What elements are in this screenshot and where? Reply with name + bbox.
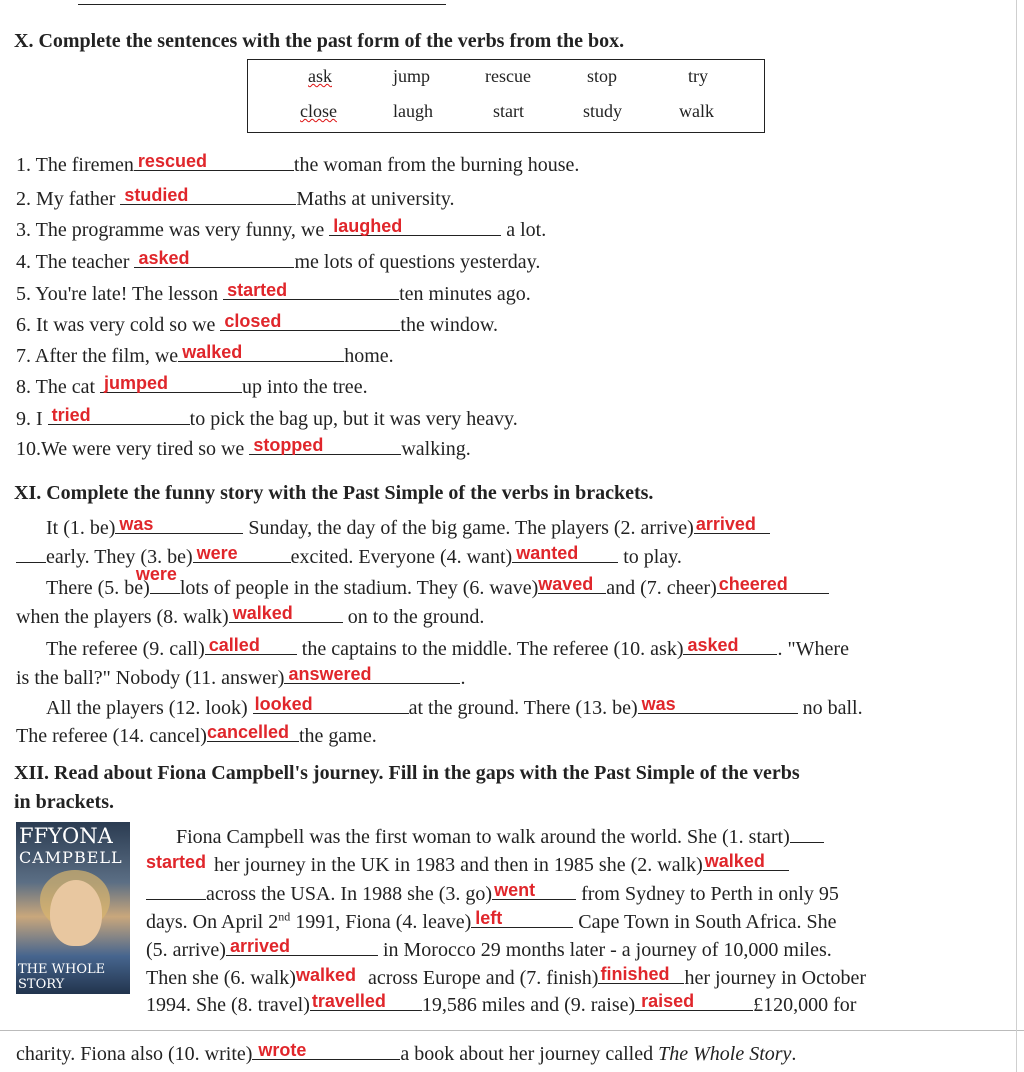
box-word: study	[583, 101, 623, 121]
answer-text: laughed	[333, 216, 403, 236]
exercise-item: 6. It was very cold so we closed the window.	[16, 311, 498, 336]
answer-text: jumped	[104, 373, 169, 393]
section-xii-title-cont: in brackets.	[14, 791, 114, 813]
answer-text: walked	[295, 965, 356, 985]
answer-text: called	[208, 635, 260, 655]
answer-text: started	[146, 852, 207, 872]
exercise-item: 4. The teacher asked me lots of questions yesterday.	[16, 248, 541, 273]
answer-text: walked	[182, 342, 243, 362]
answer-text: looked	[254, 694, 313, 714]
page-edge	[1016, 0, 1017, 1072]
answer-text: wanted	[516, 543, 579, 563]
book-cover-image	[16, 822, 130, 994]
story-line: There (5. be) were lots of people in the stadium. They (6. wave) waved and (7. cheer) cheered	[46, 573, 829, 600]
section-x-title: X. Complete the sentences with the past form of the verbs from the box.	[14, 30, 625, 52]
answer-text: started	[227, 280, 288, 300]
exercise-item: 9. I tried to pick the bag up, but it was very heavy.	[16, 405, 518, 430]
exercise-item: 8. The cat jumped up into the tree.	[16, 373, 368, 398]
box-word: start	[493, 101, 524, 121]
exercise-item: 7. After the film, we walked home.	[16, 342, 394, 367]
box-word: try	[688, 66, 708, 86]
answer-text: went	[494, 880, 536, 900]
section-xii-title: XII. Read about Fiona Campbell's journey. Fill in the gaps with the Past Simple of the verbs	[14, 762, 800, 784]
answer-text: cheered	[718, 574, 788, 594]
answer-text: stopped	[253, 435, 324, 455]
book-title: The Whole Story	[658, 1043, 792, 1065]
verb-box	[247, 59, 765, 133]
answer-text: asked	[138, 248, 190, 268]
exercise-item: 2. My father studied Maths at university.	[16, 185, 455, 210]
story-line: when the players (8. walk) walked on to the ground.	[16, 603, 485, 628]
answer-text: walked	[704, 851, 765, 871]
story-line: It (1. be) was Sunday, the day of the big game. The players (2. arrive) arrived	[46, 513, 770, 540]
exercise-item: 10.We were very tired so we stopped walking.	[16, 435, 471, 460]
box-word: ask	[308, 66, 332, 86]
portrait-face	[50, 880, 102, 946]
passage-line: across the USA. In 1988 she (3. go) went from Sydney to Perth in only 95	[146, 879, 839, 906]
passage-line: days. On April 2nd 1991, Fiona (4. leave) left Cape Town in South Africa. She	[146, 908, 837, 933]
exercise-item: 5. You're late! The lesson started ten minutes ago.	[16, 280, 531, 305]
answer-text: were	[135, 564, 177, 584]
box-word: close	[300, 101, 337, 121]
answer-text: were	[196, 543, 238, 563]
answer-text: rescued	[137, 151, 207, 171]
story-line: All the players (12. look) looked at the ground. There (13. be) was no ball.	[46, 694, 863, 719]
answer-text: wrote	[258, 1040, 307, 1060]
box-word: laugh	[393, 101, 433, 121]
answer-text: closed	[224, 311, 282, 331]
box-word: stop	[587, 66, 618, 86]
answer-text: arrived	[695, 514, 756, 534]
answer-text: answered	[288, 664, 372, 684]
answer-text: finished	[600, 964, 670, 984]
answer-text: was	[119, 514, 154, 534]
answer-text: travelled	[311, 991, 386, 1011]
story-line: is the ball?" Nobody (11. answer) answered .	[16, 664, 466, 689]
cover-title: CAMPBELL	[19, 848, 123, 867]
answer-text: raised	[641, 991, 695, 1011]
story-line: early. They (3. be) were excited. Everyone (4. want) wanted to play.	[16, 542, 682, 569]
passage-line: Then she (6. walk) walked across Europe and (7. finish) finished her journey in October	[146, 964, 867, 989]
exercise-item: 1. The firemen rescued the woman from the burning house.	[16, 151, 580, 176]
cover-book-title: THE WHOLE STORY	[18, 962, 106, 992]
answer-text: tried	[51, 405, 91, 425]
answer-text: studied	[124, 185, 189, 205]
answer-text: arrived	[229, 936, 290, 956]
box-word: rescue	[485, 66, 531, 86]
passage-line: (5. arrive) arrived in Morocco 29 months later - a journey of 10,000 miles.	[146, 936, 832, 961]
answer-text: asked	[687, 635, 739, 655]
section-xi-title: XI. Complete the funny story with the Past Simple of the verbs in brackets.	[14, 482, 654, 504]
answer-text: left	[475, 908, 503, 928]
story-line: The referee (9. call) called the captains to the middle. The referee (10. ask) asked . "Where	[46, 635, 849, 660]
top-answer-line	[78, 4, 446, 5]
box-word: jump	[393, 66, 431, 86]
page-divider	[0, 1030, 1024, 1031]
answer-text: waved	[538, 574, 594, 594]
box-word: walk	[679, 101, 714, 121]
answer-text: was	[641, 694, 676, 714]
passage-line: charity. Fiona also (10. write) wrote a book about her journey called The Whole Story.	[16, 1040, 797, 1065]
passage-line: 1994. She (8. travel) travelled 19,586 miles and (9. raise) raised £120,000 for	[146, 991, 857, 1016]
answer-text: cancelled	[206, 722, 290, 742]
answer-text: walked	[232, 603, 293, 623]
exercise-item: 3. The programme was very funny, we laughed a lot.	[16, 216, 547, 241]
passage-line: Fiona Campbell was the first woman to walk around the world. She (1. start)	[176, 822, 824, 849]
passage-line: started her journey in the UK in 1983 and then in 1985 she (2. walk) walked	[146, 850, 789, 877]
cover-title: FFYONA	[19, 824, 113, 848]
story-line: The referee (14. cancel) cancelled the game.	[16, 722, 377, 747]
